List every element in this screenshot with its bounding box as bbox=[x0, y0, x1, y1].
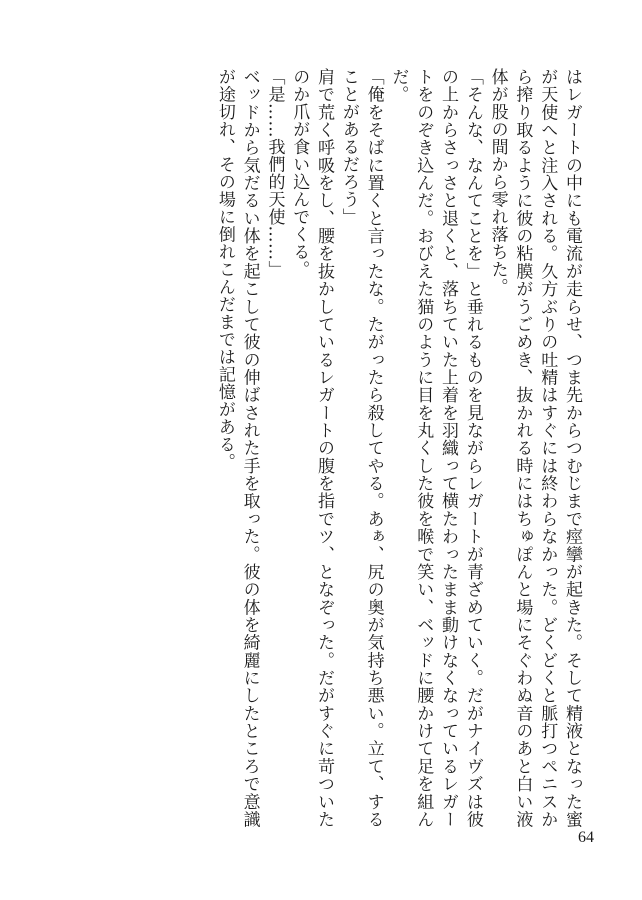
paragraph-5: 「是……我們的天使……」 bbox=[264, 68, 285, 278]
vertical-text-block bbox=[214, 68, 584, 829]
paragraph-2: 「そんな、なんてことを」と垂れるものを見ながらレガートが青ざめていく。だがナイヴズは彼の上からさっさと退くと、落ちていた上着を羽織って横たわったまま動けなくなっているレガートをのぞき込んだ。おびえた猫のように目を丸くした彼を喉で笑い、ベッドに腰かけて足を組んだ。 bbox=[388, 68, 483, 828]
paragraph-6: ベッドから気だるい体を起こして彼の伸ばされた手を取った。彼の体を綺麗にしたところで意識が途切れ、その場に倒れこんだまでは記憶がある。 bbox=[214, 68, 260, 829]
paragraph-1: はレガートの中にも電流が走らせ、つま先からつむじまで痙攣が起きた。そして精液となった蜜が天使へと注入される。久方ぶりの吐精はすぐには終わらなかった。どくどくと脈打つペニスから搾り取るように彼の粘膜がうごめき、抜かれる時にはちゅぽんと場にそぐわぬ音のあと白い液体が股の間から零れ落ちた。 bbox=[487, 68, 582, 829]
page-number: 64 bbox=[578, 829, 594, 846]
paragraph-3: 「俺をそばに置くと言ったな。たがったら殺してやる。あぁ、尻の奥が気持ち悪い。立て、することがあるだろう」 bbox=[338, 68, 384, 829]
paragraph-4: 肩で荒く呼吸をし、腰を抜かしているレガートの腹を指でツ、となぞった。だがすぐに苛ついたのか爪が食い込んでくる。 bbox=[289, 68, 335, 828]
